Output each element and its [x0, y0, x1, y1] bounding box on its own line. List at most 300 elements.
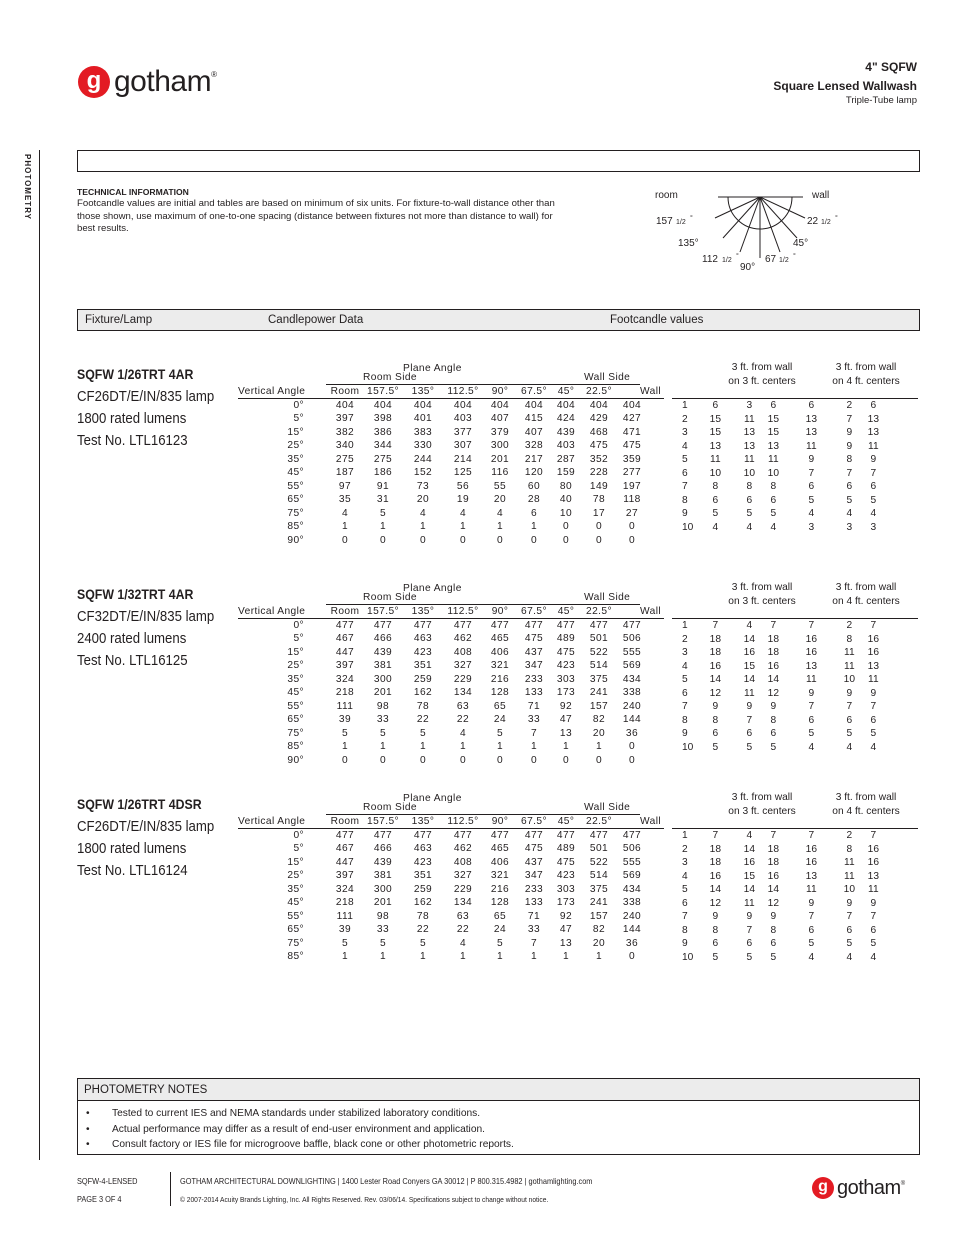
vertical-angle: 45°: [287, 897, 304, 908]
fc-value: 4: [746, 521, 753, 533]
fc-value: 6: [870, 400, 877, 411]
fc-value: 6: [846, 481, 853, 492]
fc-row: [672, 673, 885, 687]
table-row: [238, 923, 648, 937]
cp-value: 439: [373, 856, 393, 868]
diagram-112-deg: °: [736, 253, 739, 260]
cp-value: 98: [376, 700, 390, 712]
cp-header: 112.5°: [447, 386, 479, 397]
footer-address: GOTHAM ARCHITECTURAL DOWNLIGHTING | 1400 Lester Road Conyers GA 30012 | P 800.315.4982 | gothamlighting.com: [180, 1177, 593, 1186]
diagram-67-deg: °: [793, 253, 796, 260]
cp-value: 5: [379, 937, 387, 949]
cp-value: 0: [628, 521, 636, 532]
cp-value: 201: [373, 687, 393, 698]
cp-value: 5: [419, 937, 427, 949]
vertical-angle: 55°: [287, 700, 304, 712]
fc-row: [672, 937, 885, 951]
footcandle-table: [672, 829, 885, 964]
cp-value: 22: [456, 924, 470, 935]
cp-value: 7: [530, 937, 538, 949]
cp-header: 112.5°: [447, 606, 479, 617]
vertical-angle: 0°: [293, 399, 304, 411]
table-row: [238, 466, 648, 480]
cp-value: 1: [530, 521, 538, 532]
fc-value: 4: [846, 951, 853, 963]
diagram-22-half: 1/2: [821, 219, 831, 226]
gotham-g-icon: g: [812, 1177, 834, 1199]
footer-logo: [812, 1177, 905, 1199]
cp-value: 467: [335, 633, 355, 644]
cp-value: 514: [589, 870, 609, 881]
diagram-wall: wall: [812, 190, 830, 201]
fc-row: [672, 619, 885, 633]
fc-value: 3: [682, 427, 688, 438]
cp-value: 60: [527, 480, 541, 492]
cp-value: 39: [338, 714, 352, 725]
cp-value: 383: [413, 426, 433, 438]
vertical-angle: 15°: [287, 856, 304, 868]
cp-value: 489: [556, 633, 576, 644]
cp-value: 462: [453, 633, 473, 644]
fc-value: 6: [682, 897, 688, 909]
fc-value: 13: [805, 413, 818, 425]
table-row: [238, 727, 648, 741]
table-row: [238, 412, 648, 426]
cp-value: 424: [556, 413, 576, 424]
fc-value: 12: [709, 897, 722, 909]
fc-value: 7: [682, 481, 688, 492]
vertical-angle: 90°: [287, 534, 304, 546]
fc-value: 6: [770, 938, 777, 949]
vertical-angle: 5°: [293, 633, 304, 644]
cp-value: 1: [530, 741, 538, 752]
cp-value: 475: [556, 856, 576, 868]
fc-value: 7: [770, 830, 777, 841]
cp-value: 82: [592, 924, 606, 935]
cp-value: 569: [622, 660, 642, 671]
fc-value: 11: [806, 674, 817, 685]
fc-value: 1: [682, 620, 688, 631]
cp-value: 466: [373, 633, 393, 644]
column-header-bar: [77, 309, 920, 331]
fc-value: 7: [712, 620, 719, 631]
fc-value: 9: [682, 938, 688, 949]
brand-logo: [78, 66, 217, 98]
cp-value: 1: [562, 951, 570, 962]
fc-value: 5: [712, 741, 719, 753]
fc-value: 9: [712, 701, 719, 712]
table-row: [238, 937, 648, 951]
cp-value: 98: [376, 910, 390, 922]
cp-value: 157: [589, 700, 609, 712]
fc-value: 5: [846, 494, 853, 506]
cp-value: 65: [493, 700, 507, 712]
cp-value: 78: [592, 494, 606, 505]
cp-value: 375: [589, 673, 609, 685]
cp-value: 275: [335, 453, 355, 465]
fc-value: 3: [682, 647, 688, 658]
fc-value: 15: [743, 660, 756, 672]
cp-value: 477: [335, 619, 355, 631]
cp-header: 135°: [411, 606, 435, 617]
fc-value: 11: [744, 897, 755, 909]
fc-value: 2: [682, 413, 688, 425]
fc-value: 18: [709, 633, 722, 645]
table-row: [238, 507, 648, 521]
fc-value: 11: [744, 413, 755, 425]
fc-value: 5: [846, 938, 853, 949]
cp-value: 33: [376, 924, 390, 935]
fixture-title: SQFW 1/26TRT 4AR: [77, 366, 194, 382]
diagram-67: 67: [765, 254, 777, 265]
fc-value: 4: [846, 508, 853, 519]
cp-value: 1: [379, 741, 387, 752]
cp-value: 423: [556, 870, 576, 881]
cp-header: 157.5°: [367, 386, 399, 397]
table-row: [238, 740, 648, 754]
vertical-angle: 35°: [287, 453, 304, 465]
cp-value: 5: [341, 727, 349, 739]
sidebar: [0, 150, 40, 1160]
cp-value: 1: [562, 741, 570, 752]
cp-value: 404: [524, 399, 544, 411]
cp-value: 22: [416, 924, 430, 935]
fc-value: 11: [710, 454, 721, 465]
fc-value: 16: [767, 870, 780, 882]
fc-row: [672, 951, 885, 965]
table-row: [238, 869, 648, 883]
cp-value: 447: [335, 856, 355, 868]
cp-value: 4: [459, 727, 467, 739]
cp-value: 19: [456, 494, 470, 505]
footer-code: SQFW-4-LENSED: [77, 1177, 138, 1186]
diagram-67-half: 1/2: [779, 257, 789, 264]
fc-value: 12: [709, 687, 722, 699]
technical-body: Footcandle values are initial and tables are based on minimum of six units. For fixture-to-wall distance other than those shown, use maximum of one-to-one spacing (distance between fixtures not more than distance to wall) for best results.: [77, 198, 555, 234]
cp-header: Room: [330, 816, 360, 827]
fc-value: 12: [767, 687, 780, 699]
fc-row: [672, 507, 885, 521]
fixture-lamp: CF32DT/E/IN/835 lamp: [77, 608, 215, 625]
fc-value: 9: [682, 728, 688, 739]
fc4-line2: on 4 ft. centers: [832, 805, 900, 817]
cp-value: 0: [562, 521, 570, 532]
fc-value: 4: [808, 951, 815, 963]
fc-value: 10: [682, 521, 694, 533]
fc-value: 4: [682, 440, 688, 452]
fc-value: 7: [870, 620, 877, 631]
vertical-angle: 0°: [293, 619, 304, 631]
cp-value: 477: [589, 829, 609, 841]
fc-value: 7: [846, 413, 853, 425]
vertical-angle: 35°: [287, 883, 304, 895]
fc-value: 6: [870, 714, 877, 726]
col-fixture: Fixture/Lamp: [85, 314, 153, 326]
cp-value: 0: [459, 534, 467, 546]
fc-value: 16: [867, 633, 880, 645]
fc-value: 4: [870, 741, 877, 753]
cp-value: 1: [341, 951, 349, 962]
cp-value: 379: [490, 426, 510, 438]
cp-value: 218: [335, 687, 355, 698]
fc-value: 16: [805, 647, 818, 658]
notes-title: PHOTOMETRY NOTES: [78, 1079, 919, 1101]
fc-value: 4: [808, 508, 815, 519]
cp-value: 40: [559, 494, 573, 505]
fc-value: 2: [846, 400, 853, 411]
table-row: [238, 520, 648, 534]
cp-value: 477: [490, 829, 510, 841]
cp-value: 321: [490, 870, 510, 881]
fc-value: 10: [709, 467, 722, 479]
cp-value: 80: [559, 480, 573, 492]
cp-value: 5: [419, 727, 427, 739]
fc-value: 5: [682, 674, 688, 685]
cp-value: 477: [453, 829, 473, 841]
fc-value: 18: [709, 857, 722, 868]
cp-value: 63: [456, 700, 470, 712]
cp-value: 233: [524, 673, 544, 685]
cp-value: 423: [413, 646, 433, 658]
fc-value: 8: [682, 714, 688, 726]
cp-value: 5: [496, 937, 504, 949]
fc-value: 5: [682, 454, 688, 465]
fc-value: 3: [746, 400, 753, 411]
technical-info: [77, 186, 562, 235]
cp-value: 277: [622, 467, 642, 478]
col-foot: Footcandle values: [610, 314, 704, 326]
cp-value: 1: [595, 951, 603, 962]
fc-value: 11: [744, 454, 755, 465]
fc-value: 8: [770, 924, 777, 936]
product-lamp: Triple-Tube lamp: [845, 95, 917, 106]
cp-value: 6: [530, 507, 538, 519]
cp-value: 97: [338, 480, 352, 492]
fc-row: [672, 426, 885, 440]
vertical-angle: 5°: [293, 413, 304, 424]
cp-value: 217: [524, 453, 544, 465]
cp-value: 300: [373, 883, 393, 895]
cp-value: 47: [559, 714, 573, 725]
cp-value: 27: [625, 507, 639, 519]
cp-value: 1: [459, 951, 467, 962]
vertical-angle: 90°: [287, 754, 304, 766]
cp-value: 375: [589, 883, 609, 895]
cp-value: 477: [589, 619, 609, 631]
room-side-label: Room Side: [363, 592, 417, 603]
fc-value: 8: [846, 633, 853, 645]
cp-header: 157.5°: [367, 816, 399, 827]
cp-value: 1: [419, 521, 427, 532]
cp-value: 92: [559, 910, 573, 922]
fc-value: 13: [867, 660, 880, 672]
fc-value: 6: [846, 714, 853, 726]
fc-value: 11: [868, 674, 879, 685]
cp-header: 22.5°: [586, 606, 612, 617]
cp-value: 475: [524, 843, 544, 854]
cp-value: 404: [556, 399, 576, 411]
vertical-angle: 65°: [287, 494, 304, 505]
cp-value: 36: [625, 937, 639, 949]
cp-value: 92: [559, 700, 573, 712]
cp-value: 4: [341, 507, 349, 519]
cp-value: 359: [622, 453, 642, 465]
cp-value: 22: [456, 714, 470, 725]
cp-value: 477: [373, 829, 393, 841]
cp-value: 475: [556, 646, 576, 658]
cp-value: 24: [493, 714, 507, 725]
fc-value: 13: [743, 427, 756, 438]
cp-value: 381: [373, 870, 393, 881]
fc-value: 5: [870, 494, 877, 506]
fc3-line2: on 3 ft. centers: [728, 375, 796, 387]
diagram-157-deg: °: [690, 215, 693, 222]
fc-row: [672, 494, 885, 508]
cp-value: 275: [373, 453, 393, 465]
cp-value: 569: [622, 870, 642, 881]
cp-value: 404: [413, 399, 433, 411]
cp-header: Room: [330, 386, 360, 397]
cp-header: 45°: [557, 386, 575, 397]
wall-label: Wall: [640, 386, 662, 397]
cp-value: 501: [589, 633, 609, 644]
note-item: [86, 1106, 919, 1122]
cp-value: 477: [413, 619, 433, 631]
cp-value: 475: [622, 440, 642, 451]
cp-value: 63: [456, 910, 470, 922]
cp-value: 467: [335, 843, 355, 854]
cp-value: 5: [379, 507, 387, 519]
fc-value: 11: [844, 857, 855, 868]
cp-value: 351: [413, 660, 433, 671]
fc-value: 5: [746, 741, 753, 753]
fc-value: 12: [767, 897, 780, 909]
table-row: [238, 399, 648, 413]
fc-row: [672, 521, 885, 535]
cp-header: 90°: [491, 606, 509, 617]
fc-value: 8: [770, 481, 777, 492]
cp-value: 1: [379, 951, 387, 962]
fc-row: [672, 453, 885, 467]
cp-value: 0: [341, 754, 349, 766]
fc-value: 11: [744, 687, 755, 699]
fc-value: 7: [712, 830, 719, 841]
cp-value: 116: [491, 467, 509, 478]
cp-value: 338: [622, 897, 642, 908]
cp-value: 187: [335, 467, 355, 478]
note-text: Consult factory or IES file for microgroove baffle, black cone or other photometric reports.: [112, 1139, 514, 1150]
fc-value: 6: [770, 400, 777, 411]
cp-value: 20: [592, 727, 606, 739]
cp-header: 135°: [411, 816, 435, 827]
cp-value: 244: [413, 453, 433, 465]
vertical-angle: 85°: [287, 741, 304, 752]
cp-value: 327: [453, 660, 473, 671]
cp-value: 233: [524, 883, 544, 895]
vertical-angle: 75°: [287, 937, 304, 949]
fc-value: 3: [870, 521, 877, 533]
fc-value: 6: [746, 938, 753, 949]
fc-value: 16: [805, 857, 818, 868]
cp-value: 439: [556, 426, 576, 438]
fc-row: [672, 829, 885, 843]
cp-value: 382: [335, 426, 355, 438]
bullet: •: [86, 1123, 90, 1135]
table-row: [238, 673, 648, 687]
fc-value: 15: [767, 427, 780, 438]
cp-value: 321: [490, 660, 510, 671]
fc-row: [672, 480, 885, 494]
candlepower-table: [238, 385, 648, 547]
cp-value: 555: [622, 856, 642, 868]
fc-value: 8: [682, 924, 688, 936]
fc-value: 16: [805, 843, 818, 855]
cp-value: 1: [419, 741, 427, 752]
cp-value: 347: [524, 870, 544, 881]
fixture-lumens: 1800 rated lumens: [77, 410, 187, 427]
cp-value: 173: [556, 897, 576, 908]
sidebar-label: PHOTOMETRY: [23, 154, 32, 221]
cp-value: 173: [556, 687, 576, 698]
fc-value: 15: [709, 413, 722, 425]
fixture-title: SQFW 1/32TRT 4AR: [77, 586, 194, 602]
fc-value: 9: [870, 687, 877, 699]
cp-value: 0: [419, 754, 427, 766]
fc-value: 6: [746, 494, 753, 506]
cp-value: 10: [559, 507, 573, 519]
table-row: [238, 713, 648, 727]
cp-value: 477: [524, 619, 544, 631]
vertical-angle: 0°: [293, 829, 304, 841]
fc4-line2: on 4 ft. centers: [832, 375, 900, 387]
table-row: [238, 646, 648, 660]
cp-value: 404: [453, 399, 473, 411]
cp-value: 71: [527, 910, 541, 922]
fc-value: 9: [770, 701, 777, 712]
cp-value: 0: [459, 754, 467, 766]
vertical-angle: 15°: [287, 646, 304, 658]
cp-value: 229: [453, 673, 473, 685]
cp-value: 134: [453, 687, 473, 698]
cp-value: 434: [622, 673, 642, 685]
fc-value: 15: [743, 870, 756, 882]
cp-value: 78: [416, 700, 430, 712]
footer-page: PAGE 3 OF 4: [77, 1195, 122, 1204]
cp-value: 1: [459, 741, 467, 752]
fc-row: [672, 633, 885, 647]
fc-value: 10: [682, 951, 694, 963]
cp-value: 477: [556, 829, 576, 841]
fc4-label: [826, 791, 906, 818]
cp-value: 404: [589, 399, 609, 411]
gotham-g-icon: g: [78, 66, 110, 98]
fc-value: 2: [846, 830, 853, 841]
cp-value: 13: [559, 727, 573, 739]
fc-value: 11: [844, 660, 855, 672]
table-row: [238, 910, 648, 924]
cp-value: 39: [338, 924, 352, 935]
cp-value: 0: [496, 754, 504, 766]
fc-value: 14: [743, 884, 756, 895]
cp-value: 340: [335, 440, 355, 451]
fc-value: 5: [712, 508, 719, 519]
fc-value: 4: [870, 951, 877, 963]
fixture-test: Test No. LTL16125: [77, 652, 188, 669]
cp-value: 216: [490, 673, 510, 685]
cp-value: 240: [622, 910, 642, 922]
cp-value: 1: [530, 951, 538, 962]
fc-value: 3: [808, 521, 815, 533]
